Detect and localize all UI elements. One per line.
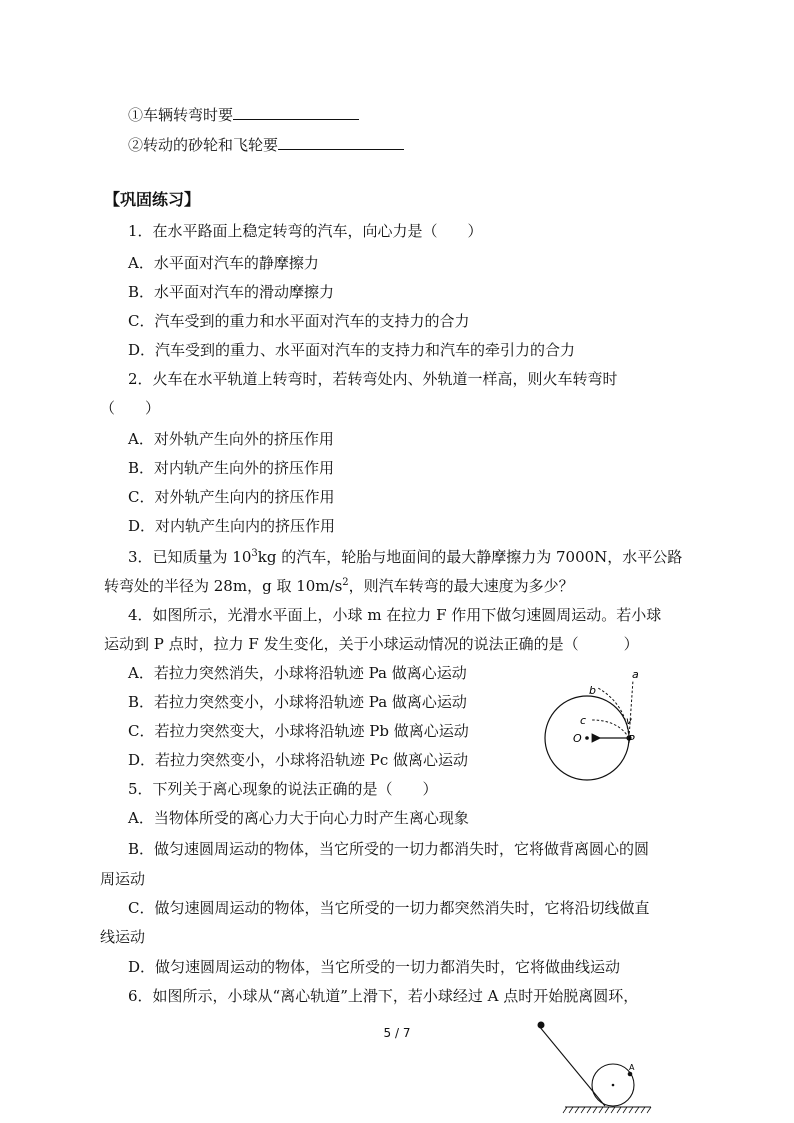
question-5-option-c-cont: 线运动	[100, 928, 146, 946]
svg-text:a: a	[632, 668, 639, 681]
question-1-option-b: B．水平面对汽车的滑动摩擦力	[128, 283, 335, 301]
svg-text:O: O	[573, 732, 582, 745]
question-5-option-b-cont: 周运动	[100, 870, 146, 888]
question-1-option-a: A．水平面对汽车的静摩擦力	[128, 254, 319, 272]
question-5-option-c: C．做匀速圆周运动的物体，当它所受的一切力都突然消失时，它将沿切线做直	[128, 899, 650, 917]
question-2-option-a: A．对外轨产生向外的挤压作用	[128, 430, 334, 448]
question-2-option-c: C．对外轨产生向内的挤压作用	[128, 488, 335, 506]
question-5-option-d: D．做匀速圆周运动的物体，当它所受的一切力都消失时，它将做曲线运动	[128, 958, 621, 976]
question-5-stem: 5．下列关于离心现象的说法正确的是（ ）	[128, 780, 438, 798]
question-2-stem: 2．火车在水平轨道上转弯时，若转弯处内、外轨道一样高，则火车转弯时	[128, 370, 618, 388]
ground-hatch	[563, 1107, 651, 1113]
question-2-option-b: B．对内轨产生向外的挤压作用	[128, 459, 335, 477]
question-1-option-c: C．汽车受到的重力和水平面对汽车的支持力的合力	[128, 312, 470, 330]
question-4-option-c: C．若拉力突然变大，小球将沿轨迹 Pb 做离心运动	[128, 722, 469, 740]
svg-text:b: b	[589, 684, 596, 697]
question-5-option-b: B．做匀速圆周运动的物体，当它所受的一切力都消失时，它将做背离圆心的圆	[128, 840, 650, 858]
question-2-stem-cont: （ ）	[100, 399, 161, 417]
question-1-stem: 1．在水平路面上稳定转弯的汽车，向心力是（ ）	[128, 222, 483, 240]
answer-blank[interactable]	[233, 105, 359, 120]
answer-blank[interactable]	[278, 135, 404, 150]
question-6-stem: 6．如图所示，小球从“离心轨道”上滑下，若小球经过 A 点时开始脱离圆环，	[128, 987, 639, 1005]
svg-text:A: A	[629, 1063, 635, 1072]
question-4-option-b: B．若拉力突然变小，小球将沿轨迹 Pa 做离心运动	[128, 693, 467, 711]
svg-text:v: v	[626, 716, 632, 727]
question-1-option-d: D．汽车受到的重力、水平面对汽车的支持力和汽车的牵引力的合力	[128, 341, 576, 359]
svg-text:P: P	[628, 733, 635, 746]
path-pb	[598, 688, 629, 738]
question-4-option-a: A．若拉力突然消失，小球将沿轨迹 Pa 做离心运动	[128, 664, 467, 682]
question-2-option-d: D．对内轨产生向内的挤压作用	[128, 517, 336, 535]
fill-item-2: ②转动的砂轮和飞轮要	[128, 135, 404, 155]
question-4-option-d: D．若拉力突然变小，小球将沿轨迹 Pc 做离心运动	[128, 751, 469, 769]
point-a-ball	[628, 1072, 633, 1077]
page-number: 5 / 7	[383, 1026, 411, 1040]
question-3-line-1: 3．已知质量为 $10^3kg$ 的汽车，轮胎与地面间的最大静摩擦力为 7000N，水平公路	[128, 548, 683, 566]
question-4-stem: 4．如图所示，光滑水平面上，小球 m 在拉力 F 作用下做匀速圆周运动。若小球	[128, 606, 662, 624]
ball-start	[538, 1022, 545, 1029]
question-5-option-a: A．当物体所受的离心力大于向心力时产生离心现象	[128, 809, 469, 827]
section-heading: 【巩固练习】	[104, 190, 201, 209]
circular-motion-figure	[540, 668, 670, 788]
center-point	[585, 736, 589, 740]
question-3-line-2: 转弯处的半径为 28m，g 取 $10m/s^2$，则汽车转弯的最大速度为多少？	[104, 577, 574, 595]
fill-item-1: ①车辆转弯时要	[128, 105, 359, 125]
loop-center	[612, 1084, 615, 1087]
incline-track	[539, 1026, 605, 1106]
path-pc	[592, 720, 629, 738]
path-pa	[629, 680, 633, 738]
loop-track-figure	[525, 1018, 665, 1120]
svg-text:c: c	[580, 714, 587, 727]
question-4-stem-cont: 运动到 P 点时，拉力 F 发生变化，关于小球运动情况的说法正确的是（ ）	[104, 635, 639, 653]
